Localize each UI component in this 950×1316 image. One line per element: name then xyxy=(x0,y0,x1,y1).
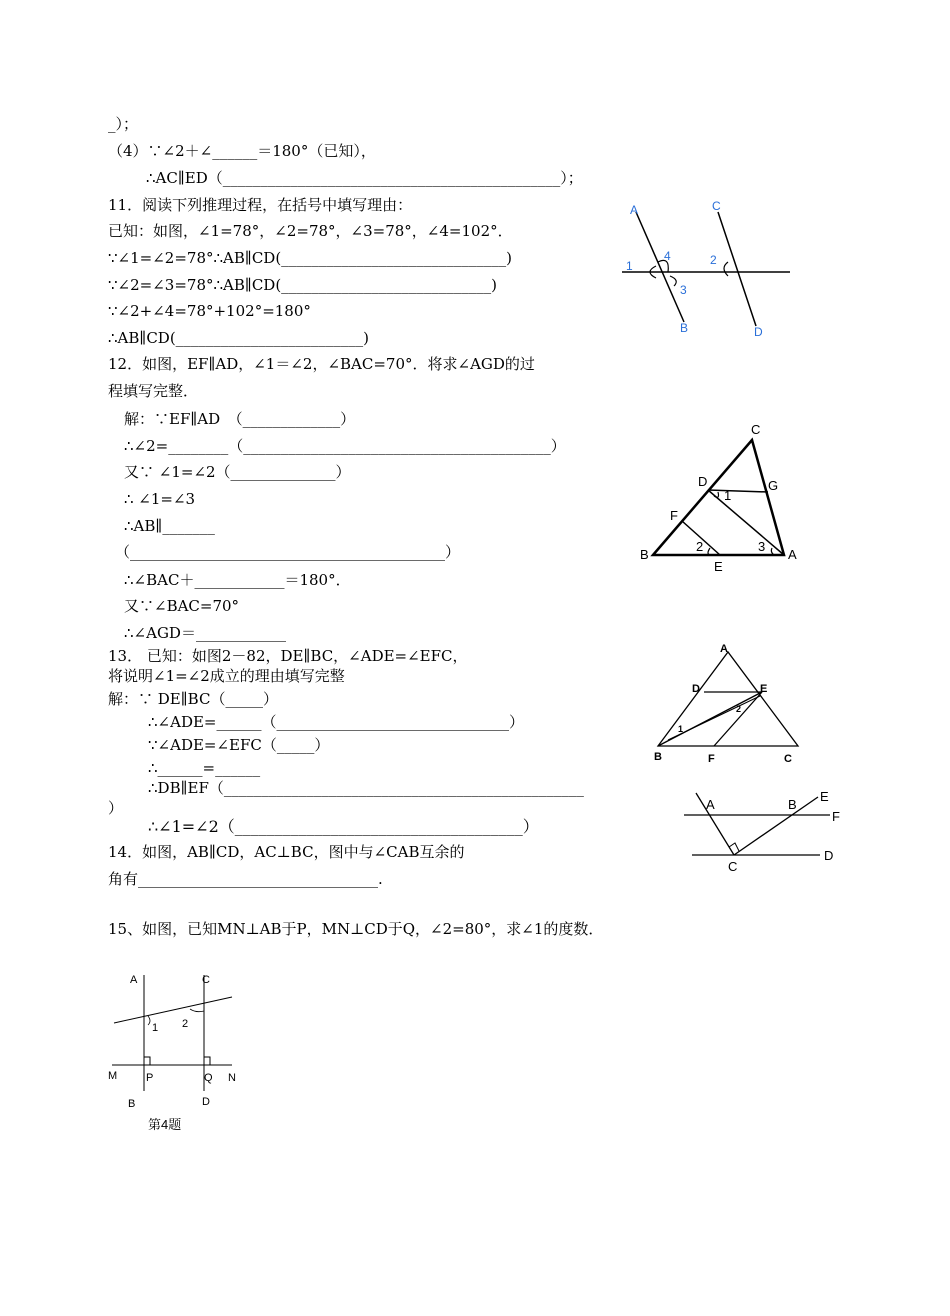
label-B: B xyxy=(680,321,689,335)
label-G: G xyxy=(768,478,779,493)
label-C: C xyxy=(202,974,210,986)
label-1: 1 xyxy=(152,1022,159,1034)
label-D: D xyxy=(202,1096,210,1108)
label-C: C xyxy=(712,199,721,213)
text-line: ∴∠1=∠2（____________________________________） xyxy=(148,817,539,836)
text-line: ∴ ∠1=∠3 xyxy=(124,490,196,508)
text-line: ） xyxy=(108,799,124,817)
label-P: P xyxy=(146,1072,154,1084)
label-M: M xyxy=(108,1070,118,1082)
label-N: N xyxy=(228,1072,236,1084)
label-1: 1 xyxy=(724,488,732,503)
figure-11 xyxy=(618,196,798,346)
text-line: ∴______=______ xyxy=(148,759,261,777)
label-F: F xyxy=(832,809,840,824)
label-2: 2 xyxy=(696,539,704,554)
label-E: E xyxy=(760,683,768,695)
label-B: B xyxy=(788,797,797,812)
text-line: （__________________________________________） xyxy=(115,543,461,561)
text-line: ∴∠AGD＝____________ xyxy=(124,624,286,642)
question-13-title: 13． 已知：如图2－82，DE∥BC，∠ADE=∠EFC， xyxy=(108,647,468,665)
text-line: 程填写完整． xyxy=(108,382,199,400)
label-A: A xyxy=(630,203,639,217)
label-A: A xyxy=(788,547,797,562)
text-line: ∵∠2+∠4=78°+102°=180° xyxy=(108,302,311,320)
question-14-title: 14．如图，AB∥CD，AC⊥BC，图中与∠CAB互余的 xyxy=(108,843,465,861)
label-2: 2 xyxy=(710,253,717,267)
text-line: ∴DB∥EF（________________________________________________ xyxy=(148,779,584,797)
question-12-title: 12．如图，EF∥AD，∠1＝∠2，∠BAC=70°．将求∠AGD的过 xyxy=(108,355,535,373)
figure-13 xyxy=(648,640,808,775)
text-line: 将说明∠1=∠2成立的理由填写完整 xyxy=(108,667,345,685)
label-D: D xyxy=(754,325,763,339)
figure-14 xyxy=(680,785,850,875)
text-line: 又∵ ∠1=∠2（______________） xyxy=(124,463,351,481)
text-line: ∴∠2=________（_________________________________________） xyxy=(124,437,566,455)
label-3: 3 xyxy=(758,539,766,554)
label-C: C xyxy=(784,753,792,765)
text-line: 解：∵ DE∥BC（_____） xyxy=(108,690,278,708)
label-4: 4 xyxy=(664,249,671,263)
label-C: C xyxy=(728,859,738,874)
text-line: 已知：如图，∠1=78°，∠2=78°，∠3=78°，∠4=102°． xyxy=(108,222,513,240)
text-line: ∴∠BAC＋____________＝180°． xyxy=(124,571,351,589)
figure-15 xyxy=(108,965,248,1135)
label-D: D xyxy=(692,683,700,695)
label-1: 1 xyxy=(678,724,684,734)
label-E: E xyxy=(714,559,723,574)
text-line: ∵∠ADE=∠EFC（_____） xyxy=(148,736,330,754)
text-line: ∴AC∥ED（_____________________________________________）； xyxy=(146,169,583,187)
label-A: A xyxy=(706,797,715,812)
text-line: 又∵∠BAC=70° xyxy=(124,597,240,615)
text-line: 角有________________________________. xyxy=(108,870,383,888)
label-D: D xyxy=(824,848,834,863)
label-A: A xyxy=(720,643,728,655)
label-B: B xyxy=(128,1098,136,1110)
label-E: E xyxy=(820,789,829,804)
text-line: ∵∠2=∠3=78°∴AB∥CD(____________________________) xyxy=(108,276,498,294)
text-line: _）； xyxy=(108,115,139,133)
label-B: B xyxy=(640,547,649,562)
text-line: （4）∵∠2＋∠______＝180°（已知）， xyxy=(108,142,376,160)
label-F: F xyxy=(708,753,715,765)
text-line: ∴AB∥CD(_________________________) xyxy=(108,329,370,347)
label-F: F xyxy=(670,508,678,523)
label-D: D xyxy=(698,474,708,489)
label-2: 2 xyxy=(736,704,742,714)
label-A: A xyxy=(130,974,138,986)
figure-caption: 第4题 xyxy=(148,1117,182,1132)
text-line: ∴AB∥_______ xyxy=(124,517,215,535)
label-1: 1 xyxy=(626,259,633,273)
figure-12 xyxy=(636,420,811,575)
text-line: ∵∠1=∠2=78°∴AB∥CD(______________________________) xyxy=(108,249,513,267)
text-line: ∴∠ADE=______（_______________________________） xyxy=(148,713,524,731)
question-15-title: 15、如图，已知MN⊥AB于P，MN⊥CD于Q，∠2=80°，求∠1的度数． xyxy=(108,920,604,938)
label-3: 3 xyxy=(680,283,687,297)
label-B: B xyxy=(654,751,662,763)
text-line: 解：∵EF∥AD （_____________） xyxy=(124,410,356,428)
label-Q: Q xyxy=(204,1072,213,1084)
label-C: C xyxy=(751,422,761,437)
question-11-title: 11．阅读下列推理过程，在括号中填写理由： xyxy=(108,196,413,214)
label-2: 2 xyxy=(182,1018,189,1030)
